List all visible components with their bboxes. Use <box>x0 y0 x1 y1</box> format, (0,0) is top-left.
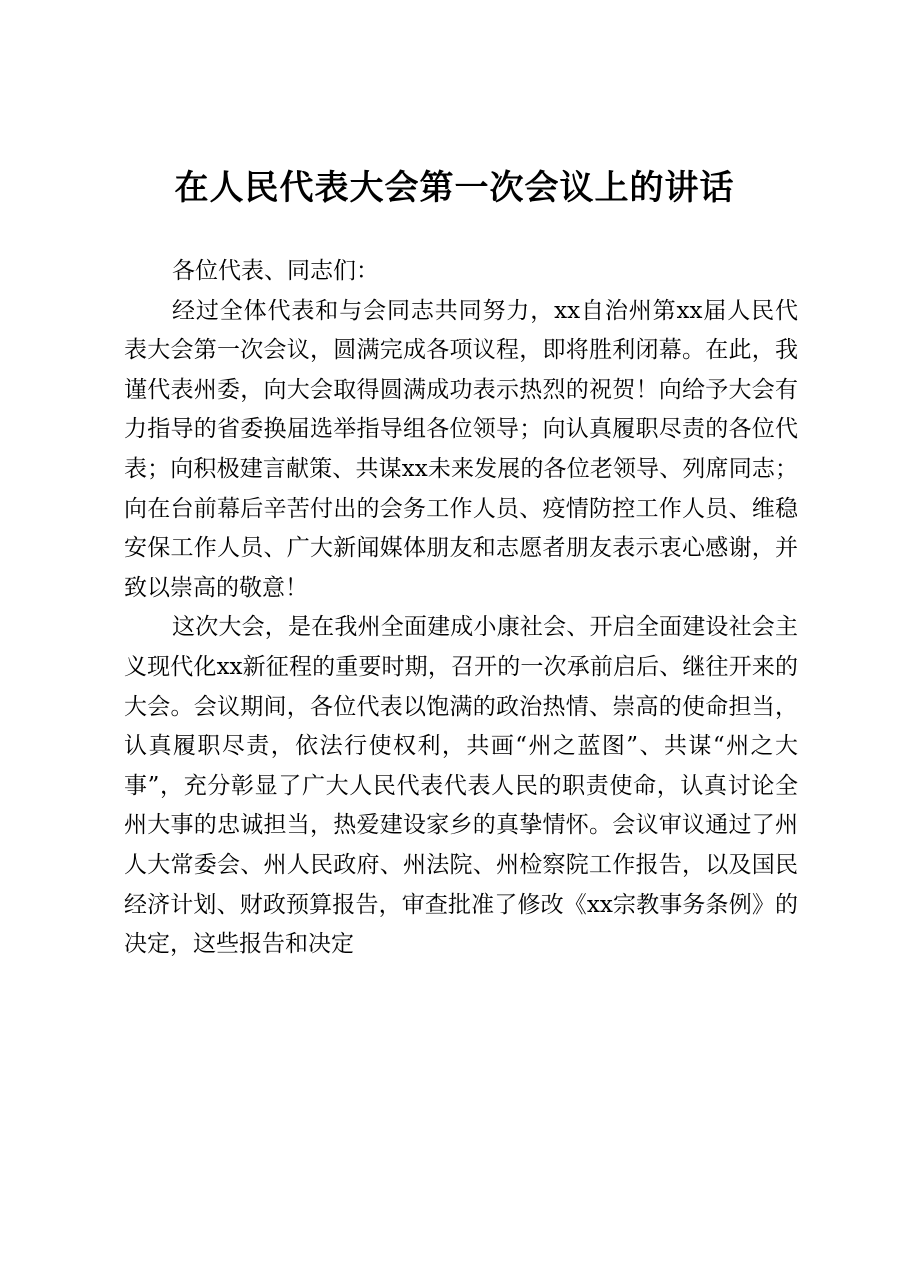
body-paragraph: 经过全体代表和与会同志共同努力，xx自治州第xx届人民代表大会第一次会议，圆满完成各项议程，即将胜利闭幕。在此，我谨代表州委，向大会取得圆满成功表示热烈的祝贺！向给予大会有力指导的省委换届选举指导组各位领导；向认真履职尽责的各位代表；向积极建言献策、共谋xx未来发展的各位老领导、列席同志；向在台前幕后辛苦付出的会务工作人员、疫情防控工作人员、维稳安保工作人员、广大新闻媒体朋友和志愿者朋友表示衷心感谢，并致以崇高的敬意！ <box>124 297 798 601</box>
document-body <box>124 252 798 965</box>
body-paragraph: 这次大会，是在我州全面建成小康社会、开启全面建设社会主义现代化xx新征程的重要时期，召开的一次承前启后、继往开来的大会。会议期间，各位代表以饱满的政治热情、崇高的使命担当，认真履职尽责，依法行使权利，共画“州之蓝图”、共谋“州之大事”，充分彰显了广大人民代表代表人民的职责使命，认真讨论全州大事的忠诚担当，热爱建设家乡的真挚情怀。会议审议通过了州人大常委会、州人民政府、州法院、州检察院工作报告，以及国民经济计划、财政预算报告，审查批准了修改《xx宗教事务条例》的决定，这些报告和决定 <box>124 614 798 958</box>
greeting-paragraph: 各位代表、同志们： <box>172 258 379 284</box>
document-title: 在人民代表大会第一次会议上的讲话 <box>174 168 735 208</box>
